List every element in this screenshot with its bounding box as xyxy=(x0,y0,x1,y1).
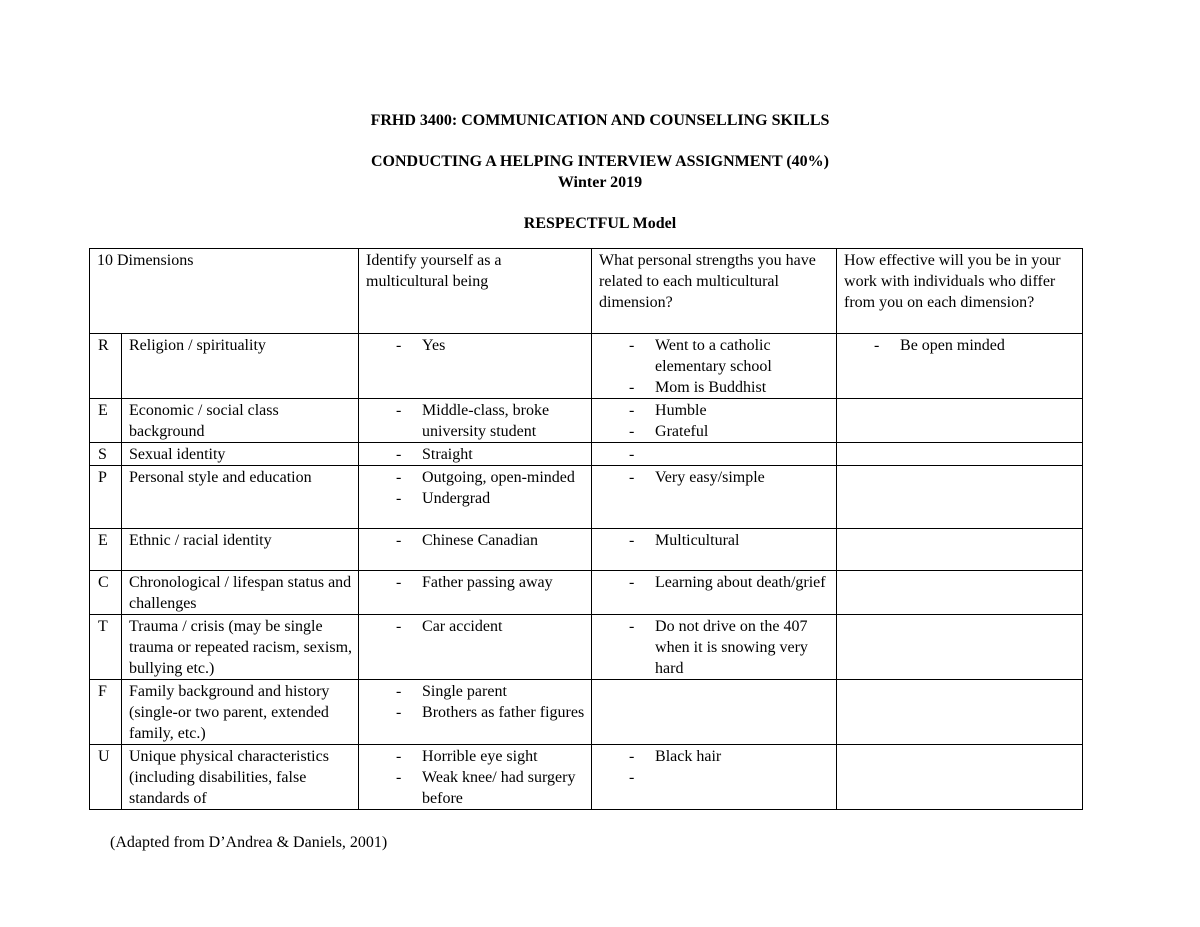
list-item: - Weak knee/ had surgery before xyxy=(366,767,585,809)
strengths-cell xyxy=(592,571,837,615)
header-effective: How effective will you be in your work with individuals who differ from you on each dimension? xyxy=(837,249,1083,334)
effective-cell xyxy=(837,571,1083,615)
table-row xyxy=(90,680,1083,745)
list-item: - Outgoing, open-minded xyxy=(366,467,585,488)
dimension-name: Religion / spirituality xyxy=(122,334,359,399)
table-row xyxy=(90,615,1083,680)
strengths-cell xyxy=(592,399,837,443)
term-label: Winter 2019 xyxy=(557,174,643,191)
dimension-name: Sexual identity xyxy=(122,443,359,466)
dimension-name: Family background and history (single-or two parent, extended family, etc.) xyxy=(122,680,359,745)
header-strengths: What personal strengths you have related to each multicultural dimension? xyxy=(592,249,837,334)
header-dimensions: 10 Dimensions xyxy=(90,249,359,334)
identify-cell xyxy=(359,680,592,745)
list-item: - Mom is Buddhist xyxy=(599,377,830,398)
dimension-name: Unique physical characteristics (including disabilities, false standards of xyxy=(122,745,359,810)
strengths-list xyxy=(599,400,830,442)
list-item: - Single parent xyxy=(366,681,585,702)
strengths-cell xyxy=(592,745,837,810)
table-row xyxy=(90,443,1083,466)
dimension-letter: F xyxy=(90,680,122,745)
list-item: - Grateful xyxy=(599,421,830,442)
identify-list xyxy=(366,681,585,723)
list-item: - Black hair xyxy=(599,746,830,767)
list-item: - Chinese Canadian xyxy=(366,530,585,551)
dimension-letter: E xyxy=(90,529,122,571)
list-item: - Learning about death/grief xyxy=(599,572,830,593)
table-row xyxy=(90,466,1083,529)
effective-cell xyxy=(837,466,1083,529)
identify-list xyxy=(366,467,585,509)
strengths-cell xyxy=(592,615,837,680)
list-item: - Father passing away xyxy=(366,572,585,593)
strengths-list xyxy=(599,746,830,767)
list-item: - Multicultural xyxy=(599,530,830,551)
strengths-cell xyxy=(592,466,837,529)
strengths-list xyxy=(599,530,830,551)
strengths-cell xyxy=(592,443,837,466)
course-title: FRHD 3400: COMMUNICATION AND COUNSELLING SKILLS xyxy=(370,112,830,129)
list-item: - Car accident xyxy=(366,616,585,637)
identify-list xyxy=(366,616,585,637)
dimension-name: Economic / social class background xyxy=(122,399,359,443)
list-item: - Straight xyxy=(366,444,585,465)
list-item: - Very easy/simple xyxy=(599,467,830,488)
header-row xyxy=(90,249,1083,334)
identify-list xyxy=(366,572,585,593)
dimension-letter: P xyxy=(90,466,122,529)
dimension-name: Trauma / crisis (may be single trauma or repeated racism, sexism, bullying etc.) xyxy=(122,615,359,680)
identify-cell xyxy=(359,466,592,529)
identify-list xyxy=(366,400,585,442)
identify-cell xyxy=(359,529,592,571)
table-row xyxy=(90,334,1083,399)
strengths-list xyxy=(599,616,830,679)
footnote: (Adapted from D’Andrea & Daniels, 2001) xyxy=(110,834,388,851)
table-row xyxy=(90,745,1083,810)
effective-cell xyxy=(837,615,1083,680)
list-item: - Went to a catholic elementary school xyxy=(599,335,830,377)
dimension-letter: E xyxy=(90,399,122,443)
strengths-cell xyxy=(592,334,837,399)
list-item: - Be open minded xyxy=(844,335,1076,356)
strengths-cell xyxy=(592,680,837,745)
effective-cell xyxy=(837,399,1083,443)
dimension-name: Ethnic / racial identity xyxy=(122,529,359,571)
effective-cell xyxy=(837,443,1083,466)
identify-cell xyxy=(359,745,592,810)
table-body xyxy=(90,249,1083,810)
list-item: - Horrible eye sight xyxy=(366,746,585,767)
list-item: - Humble xyxy=(599,400,830,421)
list-item: - Do not drive on the 407 when it is snowing very hard xyxy=(599,616,830,679)
list-item: - Undergrad xyxy=(366,488,585,509)
identify-list xyxy=(366,335,585,356)
strengths-list xyxy=(599,572,830,593)
dimension-letter: T xyxy=(90,615,122,680)
list-item: - Middle-class, broke university student xyxy=(366,400,585,442)
dimension-name: Chronological / lifespan status and challenges xyxy=(122,571,359,615)
table-row xyxy=(90,399,1083,443)
identify-cell xyxy=(359,443,592,466)
identify-cell xyxy=(359,334,592,399)
dimension-letter: C xyxy=(90,571,122,615)
identify-cell xyxy=(359,571,592,615)
assignment-title: CONDUCTING A HELPING INTERVIEW ASSIGNMENT (40%) xyxy=(370,153,830,170)
strengths-cell xyxy=(592,529,837,571)
dimension-letter: S xyxy=(90,443,122,466)
table-row xyxy=(90,571,1083,615)
list-item: - Brothers as father figures xyxy=(366,702,585,723)
effective-list xyxy=(844,335,1076,356)
effective-cell xyxy=(837,680,1083,745)
strengths-list xyxy=(599,335,830,398)
identify-list xyxy=(366,746,585,809)
model-title: RESPECTFUL Model xyxy=(523,215,677,232)
identify-cell xyxy=(359,615,592,680)
effective-cell xyxy=(837,334,1083,399)
dimension-name: Personal style and education xyxy=(122,466,359,529)
dimension-letter: U xyxy=(90,745,122,810)
strengths-list xyxy=(599,467,830,488)
list-item: - Yes xyxy=(366,335,585,356)
identify-list xyxy=(366,444,585,465)
effective-cell xyxy=(837,529,1083,571)
dimension-letter: R xyxy=(90,334,122,399)
effective-cell xyxy=(837,745,1083,810)
header-identify: Identify yourself as a multicultural being xyxy=(359,249,592,334)
table-row xyxy=(90,529,1083,571)
identify-cell xyxy=(359,399,592,443)
respectful-table xyxy=(89,248,1083,810)
identify-list xyxy=(366,530,585,551)
